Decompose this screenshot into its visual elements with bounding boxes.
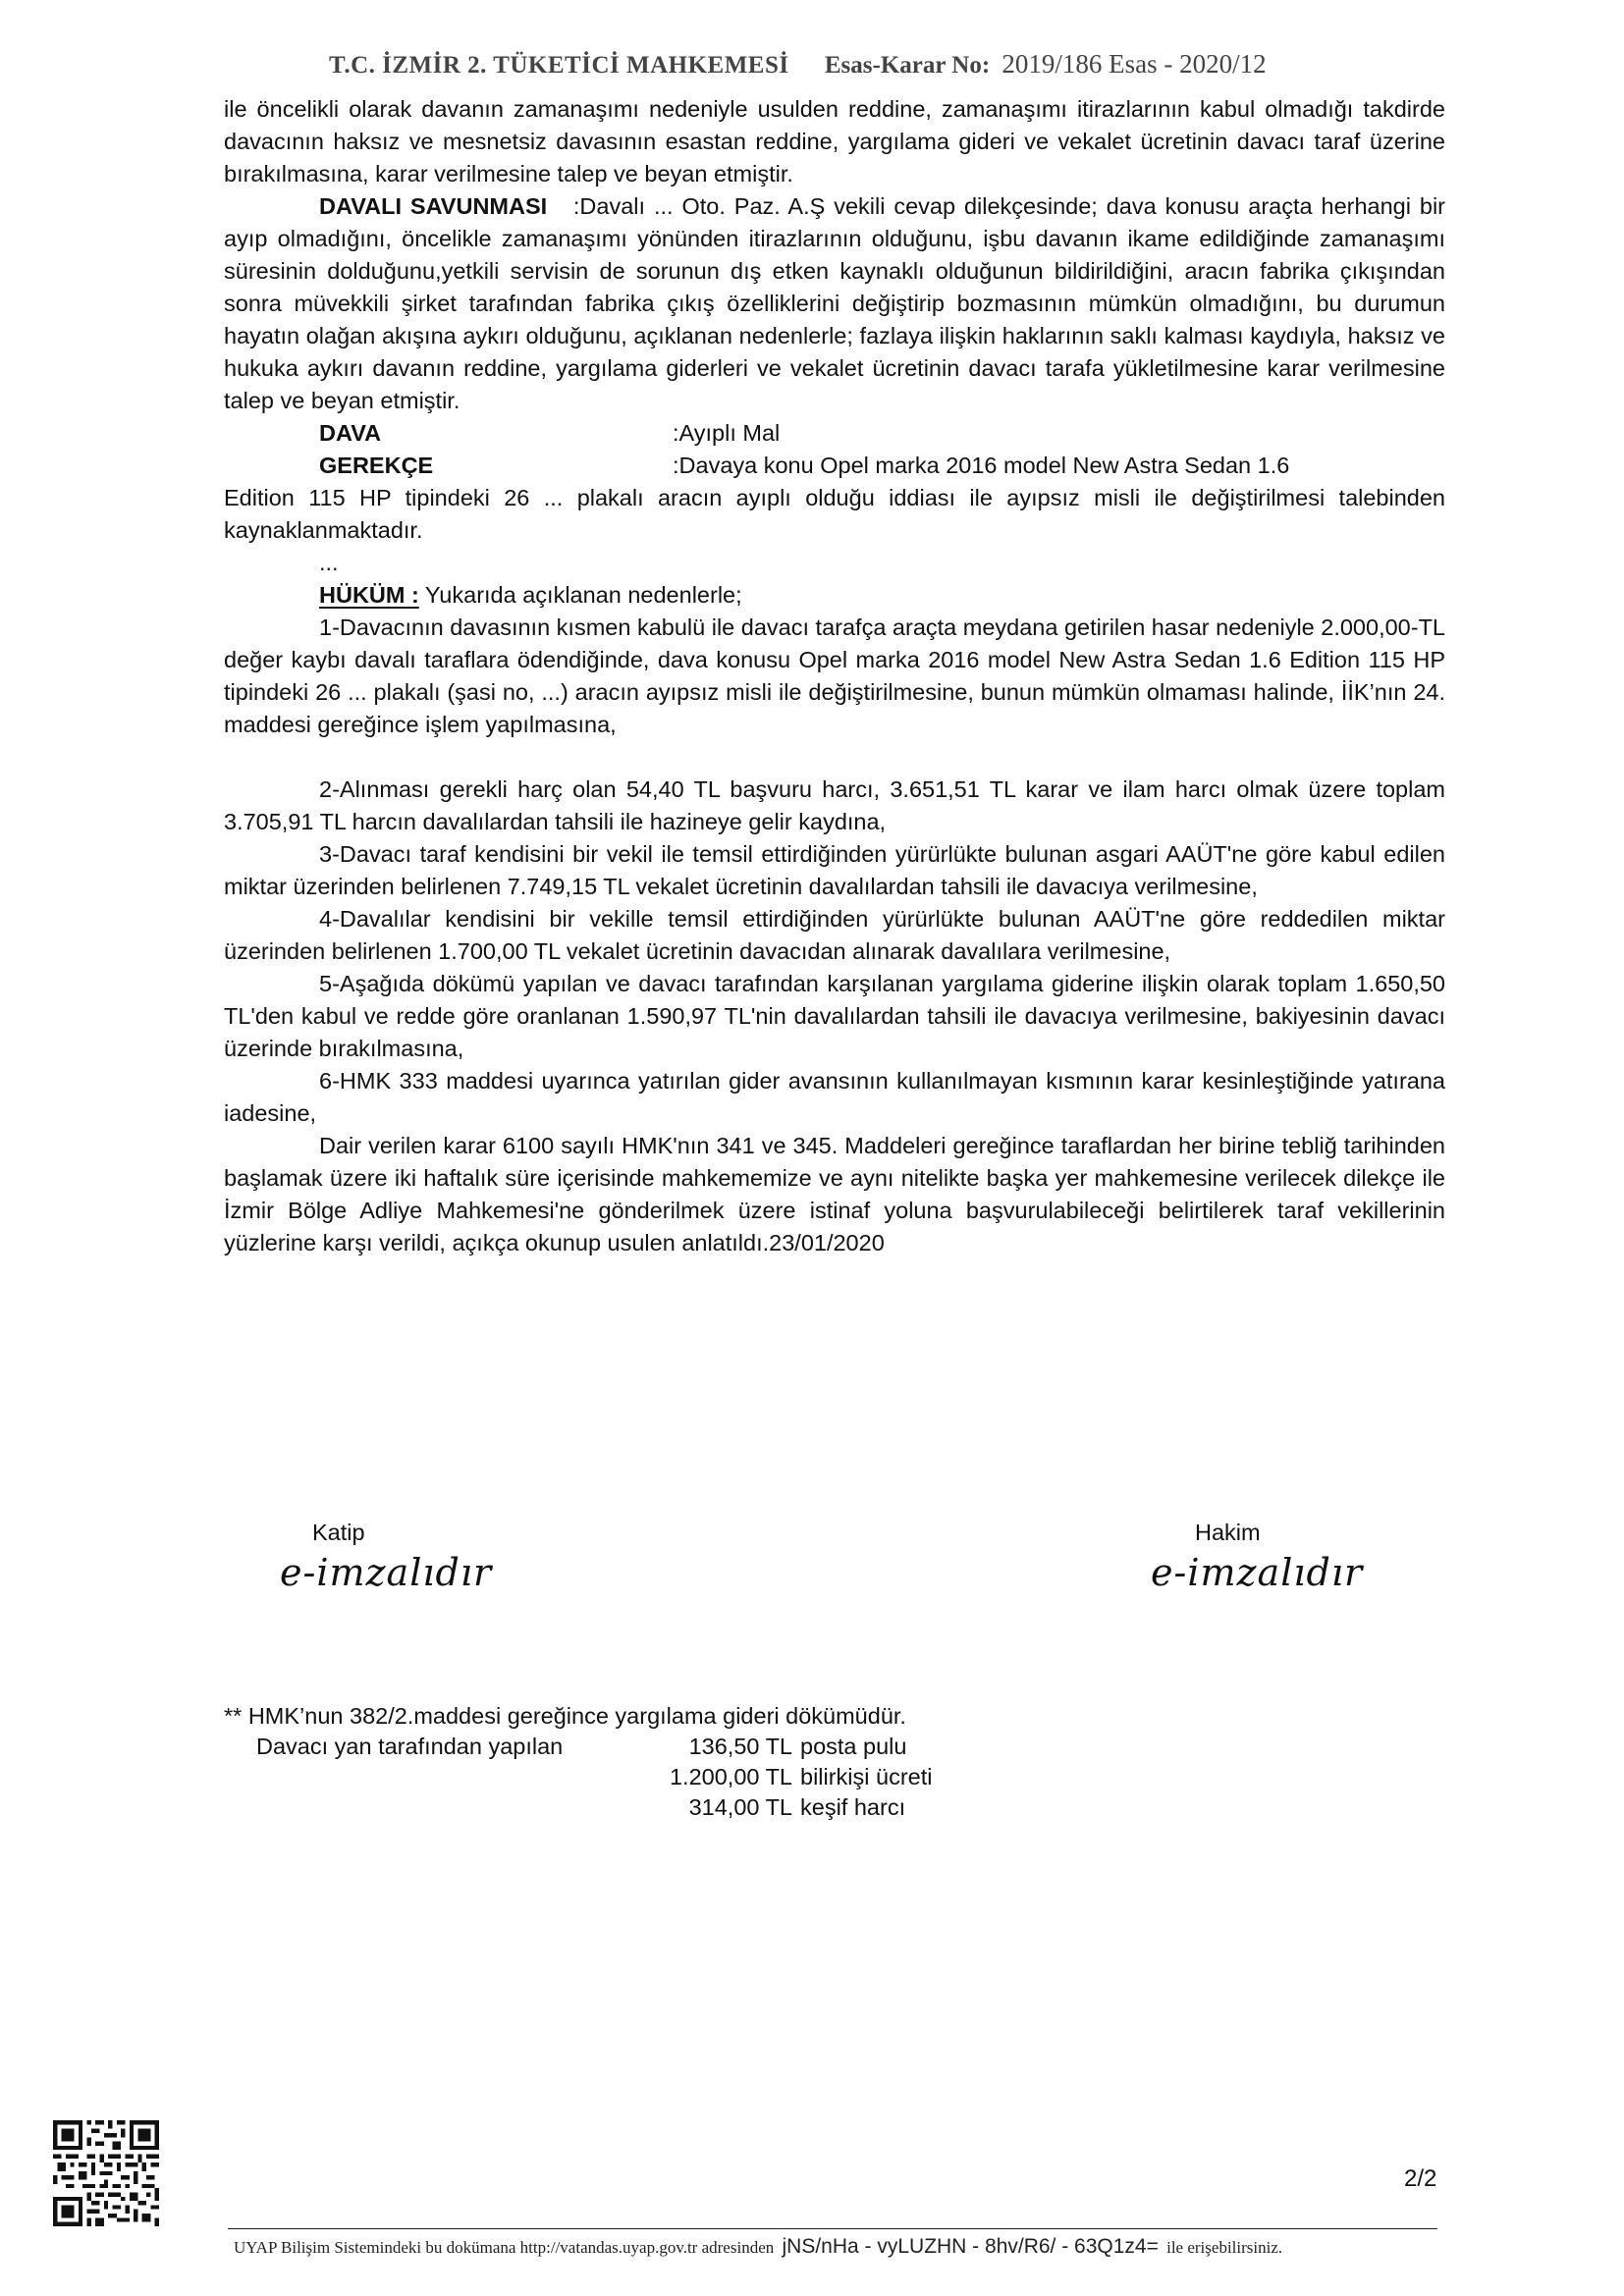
cost-desc: posta pulu bbox=[800, 1734, 907, 1759]
case-number: 2019/186 Esas - 2020/12 bbox=[1001, 49, 1267, 79]
intro-paragraph: ile öncelikli olarak davanın zamanaşımı nedeniyle usulden reddine, zamanaşımı itirazlarının kabul olmadığı takdirde davacının haksız ve mesnetsiz davasının esastan reddine, yargılama gideri ve vekalet ücretinin davacı taraf üzerine bırakılmasına, karar verilmesine talep ve beyan etmiştir. bbox=[224, 96, 1445, 187]
cost-amount: 1.200,00 TL bbox=[669, 1764, 792, 1789]
ruling-item-5: 5-Aşağıda dökümü yapılan ve davacı tarafından karşılanan yargılama giderine ilişkin olarak toplam 1.650,50 TL'den kabul ve redde göre oranlanan 1.590,97 TL'nin davalılardan tahsili ile davacıya verilmesine, bakiyesinin davacı üzerinde bırakılmasına, bbox=[224, 971, 1445, 1061]
closing-paragraph: Dair verilen karar 6100 sayılı HMK'nın 341 ve 345. Maddeleri gereğince taraflardan her birine tebliğ tarihinden başlamak üzere iki haftalık süre içerisinde mahkememize ve aynı nitelikte başka yer mahkemesine verilecek dilekçe ile İzmir Bölge Adliye Mahkemesi'ne gönderilmek üzere istinaf yoluna başvurulabileceği belirtilerek taraf vekillerinin yüzlerine karşı verildi, açıkça okunup usulen anlatıldı.23/01/2020 bbox=[224, 1133, 1445, 1255]
ruling-item-3: 3-Davacı taraf kendisini bir vekil ile temsil ettirdiğinden yürürlükte bulunan asgari AAÜT'ne göre kabul edilen miktar üzerinden belirlenen 7.749,15 TL vekalet ücretinin davalılardan tahsili ile davacıya verilmesine, bbox=[224, 841, 1445, 899]
gerekce-row bbox=[224, 450, 1445, 482]
ruling-item-6: 6-HMK 333 maddesi uyarınca yatırılan gider avansının kullanılmayan kısmının karar kesinleştiğinde yatırana iadesine, bbox=[224, 1068, 1445, 1126]
omission-mark: ... bbox=[319, 550, 339, 575]
court-name: T.C. İZMİR 2. TÜKETİCİ MAHKEMESİ bbox=[329, 52, 789, 79]
ruling-item-1: 1-Davacının davasının kısmen kabulü ile davacı tarafça araçta meydana getirilen hasar nedeniyle 2.000,00-TL değer kaybı davalı taraflara ödendiğinde, dava konusu Opel marka 2016 model New Astra Sedan 1.6 Edition 115 HP tipindeki 26 ... plakalı (şasi no, ...) aracın ayıpsız misli ile değiştirilmesine, bunun mümkün olmaması halinde, İİK’nın 24. maddesi gereğince işlem yapılmasına, bbox=[224, 614, 1445, 737]
hukum-label: HÜKÜM : bbox=[319, 582, 419, 608]
defense-paragraph bbox=[224, 190, 1445, 417]
gerekce-text: Edition 115 HP tipindeki 26 ... plakalı aracın ayıplı olduğu iddiası ile ayıpsız misli ile değiştirilmesi talebinden kaynaklanmaktadır. bbox=[224, 485, 1445, 543]
cost-line-2 bbox=[224, 1762, 1108, 1792]
hukum-intro: Yukarıda açıklanan nedenlerle; bbox=[418, 582, 742, 608]
verification-code: jNS/nHa - vyLUZHN - 8hv/R6/ - 63Q1z4= bbox=[782, 2235, 1159, 2258]
footer-divider bbox=[228, 2228, 1437, 2229]
cost-amount: 314,00 TL bbox=[688, 1794, 792, 1820]
spacer bbox=[224, 741, 1445, 774]
cost-prefix: Davacı yan tarafından yapılan bbox=[256, 1734, 564, 1759]
defense-label: DAVALI SAVUNMASI bbox=[319, 193, 548, 219]
page-footer bbox=[234, 2235, 1282, 2259]
cost-desc: bilirkişi ücreti bbox=[800, 1764, 933, 1789]
footer-prefix: UYAP Bilişim Sistemindeki bu dokümana http://vatandas.uyap.gov.tr adresinden bbox=[234, 2238, 775, 2257]
gerekce-label: GEREKÇE bbox=[319, 453, 434, 478]
cost-line-3 bbox=[224, 1792, 1108, 1823]
cost-line-1 bbox=[224, 1732, 1108, 1762]
page-number: 2/2 bbox=[1404, 2165, 1437, 2192]
cost-breakdown bbox=[224, 1701, 1108, 1823]
footer-suffix: ile erişebilirsiniz. bbox=[1166, 2238, 1283, 2257]
dava-row bbox=[224, 417, 1445, 450]
hukum-heading bbox=[224, 579, 1445, 612]
ruling-item-2: 2-Alınması gerekli harç olan 54,40 TL başvuru harcı, 3.651,51 TL karar ve ilam harcı olmak üzere toplam 3.705,91 TL harcın davalılardan tahsili ile hazineye gelir kaydına, bbox=[224, 776, 1445, 834]
qr-code-icon bbox=[53, 2120, 159, 2226]
page-header bbox=[329, 49, 1409, 80]
cost-note: ** HMK’nun 382/2.maddesi gereğince yargılama gideri dökümüdür. bbox=[224, 1703, 906, 1729]
decision-body bbox=[224, 93, 1445, 1259]
clerk-esignature: e-imzalıdır bbox=[280, 1551, 493, 1594]
gerekce-first-line: :Davaya konu Opel marka 2016 model New Astra Sedan 1.6 bbox=[673, 453, 1290, 478]
judge-esignature: e-imzalıdır bbox=[1151, 1551, 1364, 1594]
judge-title: Hakim bbox=[1195, 1520, 1261, 1545]
cost-amount: 136,50 TL bbox=[688, 1734, 792, 1759]
case-number-label: Esas-Karar No: bbox=[824, 52, 991, 79]
cost-desc: keşif harcı bbox=[800, 1794, 906, 1820]
defense-text: :Davalı ... Oto. Paz. A.Ş vekili cevap dilekçesinde; dava konusu araçta herhangi bir ayıp olmadığını, öncelikle zamanaşımı yönünden itirazlarının olduğunu, işbu davanın ikame edildiğinde zamanaşımı süresinin dolduğunu,yetkili servisin de sorunun dış etken kaynaklı olduğunun bildirildiğini, aracın fabrika çıkışından sonra müvekkili şirket tarafından fabrika çıkış özelliklerini değiştirip bozmasının mümkün olmadığını, bu durumun hayatın olağan akışına aykırı olduğunu, açıklanan nedenlerle; fazlaya ilişkin haklarının saklı kalması kaydıyla, haksız ve hukuka aykırı davanın reddine, yargılama giderleri ve vekalet ücretinin davacı tarafa yükletilmesine karar verilmesine talep ve beyan etmiştir. bbox=[224, 193, 1445, 413]
dava-label: DAVA bbox=[319, 420, 382, 446]
ruling-item-4: 4-Davalılar kendisini bir vekille temsil ettirdiğinden yürürlükte bulunan AAÜT'ne göre reddedilen miktar üzerinden belirlenen 1.700,00 TL vekalet ücretinin davacıdan alınarak davalılara verilmesine, bbox=[224, 906, 1445, 964]
dava-value: :Ayıplı Mal bbox=[673, 420, 781, 446]
clerk-title: Katip bbox=[312, 1520, 365, 1545]
